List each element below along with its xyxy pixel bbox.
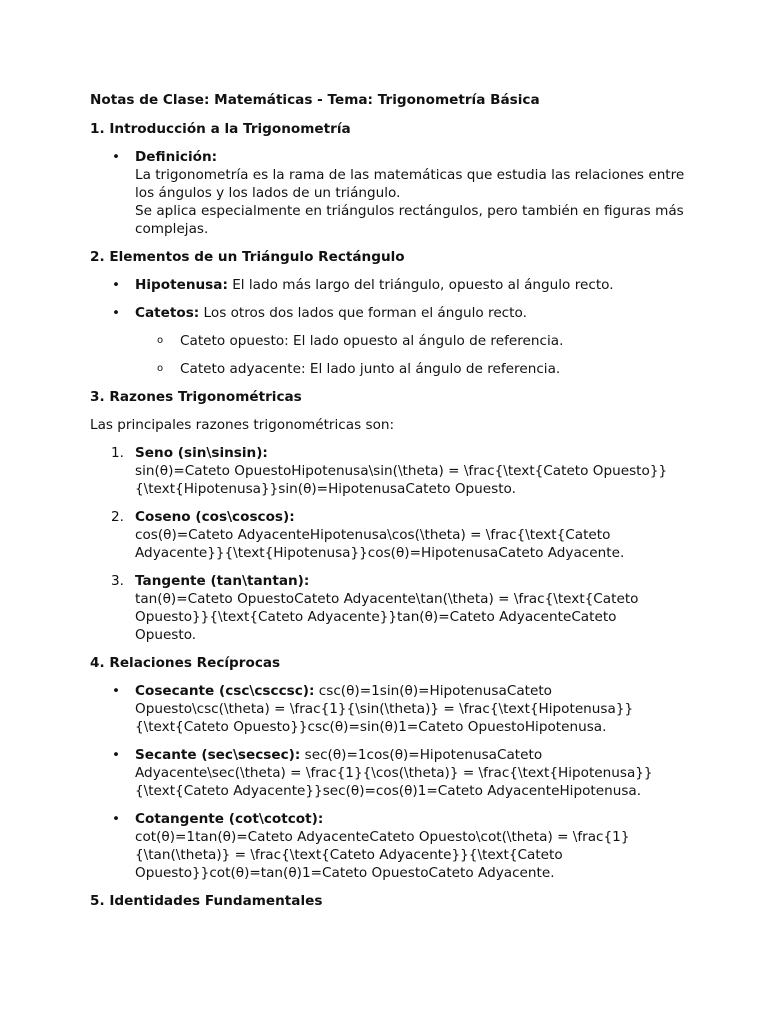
definicion-label: Definición: [135, 149, 218, 165]
list-item-definicion [90, 148, 685, 238]
bullet-marker: • [112, 683, 121, 699]
section-heading-razones: 3. Razones Trigonométricas [90, 389, 302, 405]
elementos-list [90, 276, 678, 378]
list-item-catetos [90, 304, 685, 378]
secante-label: Secante (sec\secsec): [135, 747, 301, 763]
list-item-tangente [90, 572, 685, 644]
hipotenusa-label: Hipotenusa: [135, 277, 228, 293]
sublist-item-cateto-opuesto [135, 332, 700, 350]
list-item-cosecante [90, 682, 685, 736]
definicion-text-1: La trigonometría es la rama de las matemáticas que estudia las relaciones entre los ángulos y los lados de un triángulo. [135, 167, 685, 201]
cotangente-label: Cotangente (cot\cotcot): [135, 811, 324, 827]
page-title: Notas de Clase: Matemáticas - Tema: Trigonometría Básica [90, 92, 540, 108]
section-heading-introduccion: 1. Introducción a la Trigonometría [90, 121, 351, 137]
definicion-text-2: Se aplica especialmente en triángulos rectángulos, pero también en figuras más complejas. [135, 203, 684, 237]
coseno-label: Coseno (cos\coscos): [135, 509, 295, 525]
list-item-seno [90, 444, 685, 498]
section-heading-reciprocas: 4. Relaciones Recíprocas [90, 655, 281, 671]
bullet-marker: • [112, 149, 121, 165]
catetos-label: Catetos: [135, 305, 200, 321]
bullet-marker: • [112, 747, 121, 763]
reciprocas-list [90, 682, 678, 882]
sub-bullet-marker: o [157, 335, 164, 346]
cosecante-formula: csc(θ)=1sin(θ)=HipotenusaCateto Opuesto\csc(\theta) = \frac{1}{\sin(\theta)} = \frac{\text{Hipotenusa}}{\text{Cateto Opuesto}}csc(θ)=sin(θ)1=Cateto OpuestoHipotenusa. [135, 683, 634, 735]
bullet-marker: • [112, 305, 121, 321]
razones-list [90, 444, 678, 644]
sub-bullet-marker: o [157, 363, 164, 374]
tangente-label: Tangente (tan\tantan): [135, 573, 310, 589]
catetos-sublist [135, 332, 685, 378]
number-marker: 2. [111, 509, 124, 525]
cateto-adyacente-text: Cateto adyacente: El lado junto al ángulo de referencia. [180, 361, 561, 377]
cateto-opuesto-text: Cateto opuesto: El lado opuesto al ángulo de referencia. [180, 333, 564, 349]
section-heading-elementos: 2. Elementos de un Triángulo Rectángulo [90, 249, 405, 265]
tangente-formula: tan(θ)=Cateto OpuestoCateto Adyacente\tan(\theta) = \frac{\text{Cateto Opuesto}}{\text{Cateto Adyacente}}tan(θ)=Cateto AdyacenteCateto Opuesto. [135, 591, 639, 643]
cosecante-label: Cosecante (csc\csccsc): [135, 683, 315, 699]
list-item-secante [90, 746, 685, 800]
sublist-item-cateto-adyacente [135, 360, 700, 378]
number-marker: 1. [111, 445, 124, 461]
seno-label: Seno (sin\sinsin): [135, 445, 268, 461]
number-marker: 3. [111, 573, 124, 589]
catetos-text: Los otros dos lados que forman el ángulo recto. [199, 305, 527, 321]
section-heading-identidades: 5. Identidades Fundamentales [90, 893, 323, 909]
razones-intro: Las principales razones trigonométricas son: [90, 417, 395, 433]
bullet-marker: • [112, 811, 121, 827]
introduccion-list [90, 148, 685, 238]
cotangente-formula: cot(θ)=1tan(θ)=Cateto AdyacenteCateto Opuesto\cot(\theta) = \frac{1}{\tan(\theta)} = \frac{\text{Cateto Adyacente}}{\text{Cateto Opuesto}}cot(θ)=tan(θ)1=Cateto OpuestoCateto Adyacente. [135, 829, 630, 881]
secante-formula: sec(θ)=1cos(θ)=HipotenusaCateto Adyacente\sec(\theta) = \frac{1}{\cos(\theta)} = \frac{\text{Hipotenusa}}{\text{Cateto Adyacente}}sec(θ)=cos(θ)1=Cateto AdyacenteHipotenusa. [135, 747, 653, 799]
list-item-cotangente [90, 810, 685, 882]
list-item-coseno [90, 508, 685, 562]
list-item-hipotenusa [90, 276, 685, 294]
seno-formula: sin(θ)=Cateto OpuestoHipotenusa\sin(\theta) = \frac{\text{Cateto Opuesto}}{\text{Hipotenusa}}sin(θ)=HipotenusaCateto Opuesto. [135, 463, 668, 497]
bullet-marker: • [112, 277, 121, 293]
hipotenusa-text: El lado más largo del triángulo, opuesto al ángulo recto. [227, 277, 614, 293]
coseno-formula: cos(θ)=Cateto AdyacenteHipotenusa\cos(\theta) = \frac{\text{Cateto Adyacente}}{\text{Hipotenusa}}cos(θ)=HipotenusaCateto Adyacente. [135, 527, 625, 561]
